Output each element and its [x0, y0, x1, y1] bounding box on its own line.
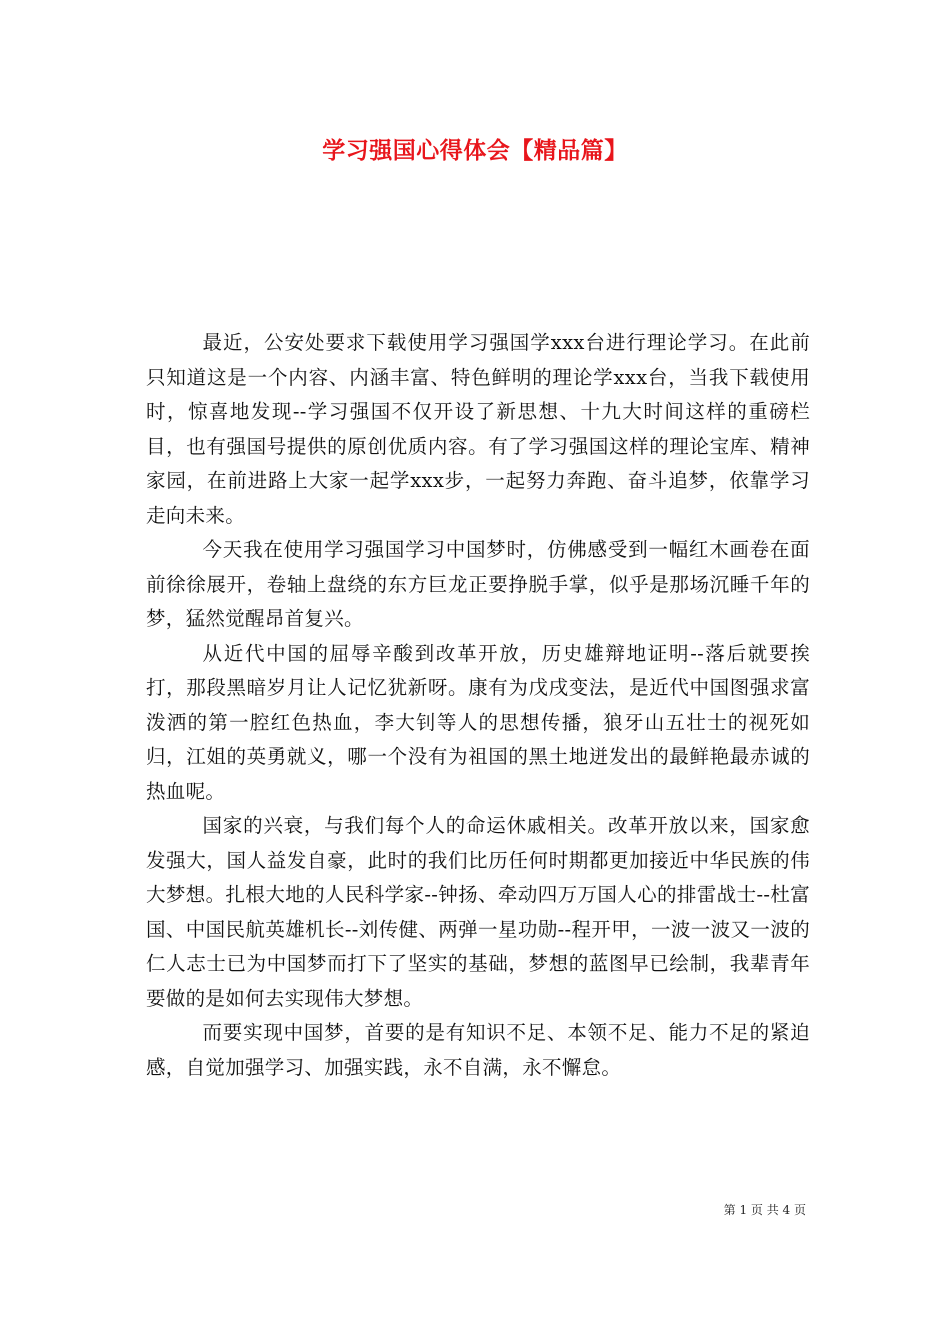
paragraph-2: 今天我在使用学习强国学习中国梦时，仿佛感受到一幅红木画卷在面前徐徐展开，卷轴上盘绕的东方巨龙正要挣脱手掌，似乎是那场沉睡千年的梦，猛然觉醒昂首复兴。: [146, 538, 810, 630]
paragraph-1: 最近，公安处要求下载使用学习强国学xxx台进行理论学习。在此前只知道这是一个内容、内涵丰富、特色鲜明的理论学xxx台，当我下载使用时，惊喜地发现--学习强国不仅开设了新思想、十九大时间这样的重磅栏目，也有强国号提供的原创优质内容。有了学习强国这样的理论宝库、精神家园，在前进路上大家一起学xxx步，一起努力奔跑、奋斗追梦，依靠学习走向未来。: [146, 331, 810, 527]
document-body: [146, 326, 810, 1085]
document-title: 学习强国心得体会【精品篇】: [322, 137, 628, 164]
page-number-footer: 第 1 页 共 4 页: [723, 1203, 806, 1217]
paragraph-4: 国家的兴衰，与我们每个人的命运休戚相关。改革开放以来，国家愈发强大，国人益发自豪，此时的我们比历任何时期都更加接近中华民族的伟大梦想。扎根大地的人民科学家--钟扬、牵动四万万国人心的排雷战士--杜富国、中国民航英雄机长--刘传健、两弹一星功勋--程开甲，一波一波又一波的仁人志士已为中国梦而打下了坚实的基础，梦想的蓝图早已绘制，我辈青年要做的是如何去实现伟大梦想。: [146, 814, 810, 1010]
paragraph-5: 而要实现中国梦，首要的是有知识不足、本领不足、能力不足的紧迫感，自觉加强学习、加强实践，永不自满，永不懈怠。: [146, 1021, 810, 1079]
paragraph-3: 从近代中国的屈辱辛酸到改革开放，历史雄辩地证明--落后就要挨打，那段黑暗岁月让人记忆犹新呀。康有为戊戌变法，是近代中国图强求富泼洒的第一腔红色热血，李大钊等人的思想传播，狼牙山五壮士的视死如归，江姐的英勇就义，哪一个没有为祖国的黑土地迸发出的最鲜艳最赤诚的热血呢。: [146, 641, 810, 803]
